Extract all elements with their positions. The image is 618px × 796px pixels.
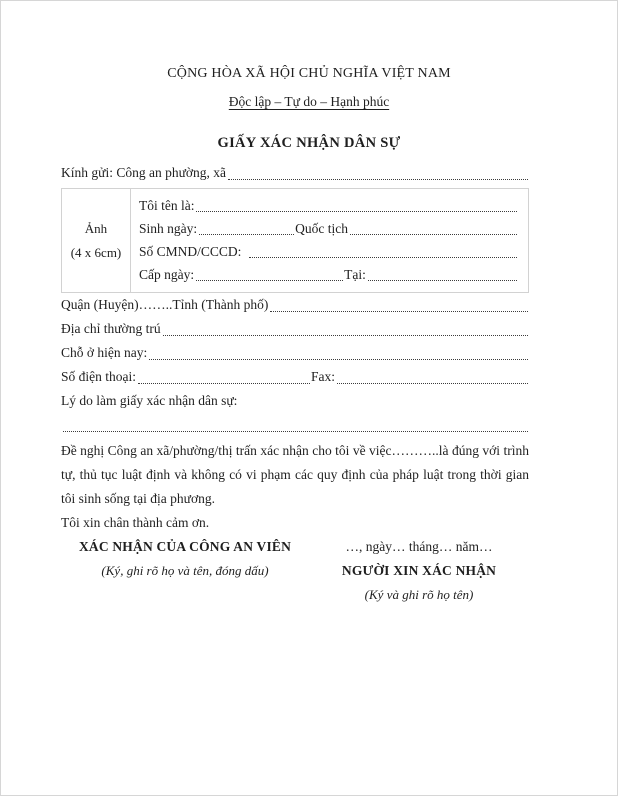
- national-motto-text: Độc lập – Tự do – Hạnh phúc: [228, 94, 390, 109]
- reason-label: Lý do làm giấy xác nhận dân sự:: [61, 393, 238, 408]
- date-line: …, ngày… tháng… năm…: [345, 539, 493, 554]
- permanent-address-line: [61, 317, 529, 341]
- current-address-fill-line: [149, 359, 528, 360]
- fax-label: Fax:: [311, 369, 336, 384]
- id-number-label: Số CMND/CCCD:: [139, 244, 242, 259]
- birth-date-label: Sinh ngày:: [139, 221, 198, 236]
- current-address-label: Chỗ ở hiện nay:: [61, 345, 148, 360]
- recipient-label: Kính gửi: Công an phường, xã: [61, 165, 227, 180]
- reason-fill-row: [61, 413, 529, 437]
- request-statement: Đề nghị Công an xã/phường/thị trấn xác nhận cho tôi về việc………..là đúng với trình tự, thủ tục luật định và không có vi phạm các quy định của pháp luật trong thời gian tôi sinh sống tại địa phương.: [61, 443, 529, 506]
- phone-label: Số điện thoại:: [61, 369, 136, 384]
- issue-place-label: Tại:: [344, 267, 366, 282]
- police-signature-note: (Ký, ghi rõ họ và tên, đóng dấu): [101, 563, 269, 578]
- full-name-label: Tôi tên là:: [139, 198, 195, 213]
- recipient-fill-line: [228, 179, 528, 180]
- applicant-signature-title: NGƯỜI XIN XÁC NHẬN: [341, 563, 497, 578]
- applicant-signature-note: (Ký và ghi rõ họ tên): [364, 587, 474, 602]
- issue-date-line: [139, 263, 518, 286]
- applicant-signature-block: [309, 535, 529, 607]
- issue-place-fill-line: [368, 280, 517, 281]
- district-province-line: [61, 293, 529, 317]
- photo-box: [62, 189, 131, 292]
- issue-date-fill-line: [196, 280, 343, 281]
- national-motto: [1, 93, 617, 111]
- permanent-address-label: Địa chỉ thường trú: [61, 321, 161, 336]
- phone-fax-line: [61, 365, 529, 389]
- full-name-fill-line: [196, 211, 517, 212]
- national-header: CỘNG HÒA XÃ HỘI CHỦ NGHĨA VIỆT NAM: [167, 66, 451, 81]
- birth-date-fill-line: [199, 234, 294, 235]
- phone-fill-line: [138, 383, 310, 384]
- fax-fill-line: [337, 383, 528, 384]
- thanks-line: Tôi xin chân thành cảm ơn.: [61, 515, 210, 530]
- document-header: [1, 65, 617, 153]
- civil-confirmation-form: [1, 1, 617, 795]
- birth-date-line: [139, 217, 518, 240]
- full-name-line: [139, 194, 518, 217]
- current-address-line: [61, 341, 529, 365]
- permanent-address-fill-line: [163, 335, 528, 336]
- form-body: [1, 153, 617, 607]
- nationality-fill-line: [350, 234, 517, 235]
- district-province-fill-line: [270, 311, 528, 312]
- police-signature-title: XÁC NHẬN CỦA CÔNG AN VIÊN: [78, 539, 292, 554]
- identity-fields: [131, 189, 528, 292]
- reason-line: [61, 389, 529, 413]
- identity-box: [61, 188, 529, 293]
- nationality-label: Quốc tịch: [295, 221, 349, 236]
- id-number-line: [139, 240, 518, 263]
- recipient-line: [61, 161, 529, 185]
- signature-section: [61, 535, 529, 607]
- reason-fill-line: [63, 431, 528, 432]
- issue-date-label: Cấp ngày:: [139, 267, 195, 282]
- photo-label: Ảnh: [84, 220, 108, 236]
- police-signature-block: [61, 535, 309, 607]
- photo-size-label: (4 x 6cm): [70, 244, 122, 260]
- district-province-label: Quận (Huyện)……..Tỉnh (Thành phố): [61, 297, 269, 312]
- form-title: GIẤY XÁC NHẬN DÂN SỰ: [217, 135, 401, 151]
- id-number-fill-line: [249, 257, 517, 258]
